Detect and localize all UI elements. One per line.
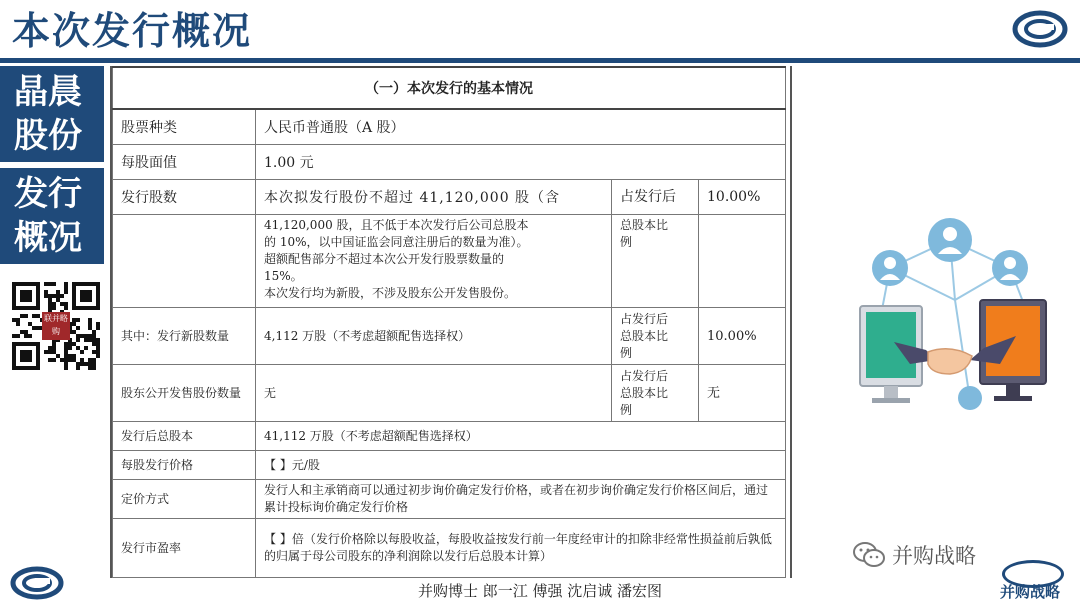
company-name-box	[0, 66, 104, 162]
row-new-shares-pct: 10.00%	[699, 308, 786, 365]
shares-note-line: 的 10%，以中国证监会同意注册后的数量为准）。	[264, 235, 529, 249]
qr-code	[12, 282, 100, 374]
row-new-shares-value: 4,112 万股（不考虑超额配售选择权）	[256, 308, 612, 365]
shares-note-line: 超额配售部分不超过本次公开发行股票数量的	[264, 252, 505, 266]
company-name-line1: 晶晨	[14, 72, 82, 112]
company-logo-icon	[1012, 10, 1068, 48]
row-shares-cont-ratio	[612, 215, 699, 308]
row-shares-cont-label	[113, 215, 256, 308]
row-shares-ratio-label: 占发行后	[612, 180, 699, 215]
brand-text: 并购战略	[999, 583, 1060, 601]
row-pricing-method-value: 发行人和主承销商可以通过初步询价确定发行价格，或者在初步询价确定发行价格区间后，通过累计投标询价确定发行价格	[256, 480, 786, 519]
section-name-line2: 概况	[14, 218, 82, 258]
page-title: 本次发行概况	[12, 9, 253, 53]
issuance-table	[112, 66, 786, 578]
row-total-shares-value: 41,112 万股（不考虑超额配售选择权）	[256, 422, 786, 451]
row-pricing-method-label: 定价方式	[113, 480, 256, 519]
ratio-line: 总股本比	[620, 218, 669, 232]
ratio-line: 总股本比	[620, 328, 669, 343]
row-par-value-label: 每股面值	[113, 145, 256, 180]
row-stock-type-value: 人民币普通股（A 股）	[256, 109, 786, 145]
footer-authors: 并购博士 郎一江 傅强 沈启诚 潘宏图	[417, 582, 663, 600]
row-price-label: 每股发行价格	[113, 451, 256, 480]
user-icon	[958, 386, 982, 410]
row-pe-ratio-value: 【 】倍（发行价格除以每股收益，每股收益按发行前一年度经审计的扣除非经常性损益前后孰低的归属于母公司股东的净利润除以发行后总股本计算）	[256, 519, 786, 578]
row-shares-label: 发行股数	[113, 180, 256, 215]
section-name-line1: 发行	[14, 174, 82, 214]
row-shares-value: 本次拟发行股份不超过 41,120,000 股（含	[256, 180, 612, 215]
row-new-shares-ratio	[612, 308, 699, 365]
row-new-shares-label: 其中：发行新股数量	[113, 308, 256, 365]
ratio-line: 例	[620, 345, 633, 360]
handshake-illustration	[850, 210, 1060, 410]
ratio-line: 例	[620, 402, 633, 417]
ratio-line: 例	[620, 235, 633, 249]
row-par-value-value: 1.00 元	[256, 145, 786, 180]
qr-badge: 联并略购	[42, 312, 70, 340]
row-shares-cont-value	[256, 215, 612, 308]
row-pe-ratio-label: 发行市盈率	[113, 519, 256, 578]
row-price-value: 【 】元/股	[256, 451, 786, 480]
row-shareholder-sale-ratio	[612, 365, 699, 422]
row-shares-cont-pct	[699, 215, 786, 308]
row-shareholder-sale-value: 无	[256, 365, 612, 422]
wechat-icon	[852, 540, 886, 570]
row-shareholder-sale-pct: 无	[699, 365, 786, 422]
title-divider	[0, 58, 1080, 63]
shares-note-line: 本次发行均为新股，不涉及股东公开发售股份。	[264, 286, 517, 300]
row-stock-type-label: 股票种类	[113, 109, 256, 145]
wechat-account-name: 并购战略	[892, 544, 976, 568]
shares-note-line: 15%。	[264, 269, 303, 283]
table-heading: （一）本次发行的基本情况	[113, 67, 786, 109]
section-name-box	[0, 168, 104, 264]
shares-note-line: 41,120,000 股，且不低于本次发行后公司总股本	[264, 218, 529, 232]
row-total-shares-label: 发行后总股本	[113, 422, 256, 451]
issuance-table-container	[110, 66, 792, 578]
row-shares-ratio-value: 10.00%	[699, 180, 786, 215]
ratio-line: 占发行后	[620, 311, 669, 326]
company-name-line2: 股份	[14, 116, 82, 156]
row-shareholder-sale-label: 股东公开发售股份数量	[113, 365, 256, 422]
ratio-line: 占发行后	[620, 368, 669, 383]
ratio-line: 总股本比	[620, 385, 669, 400]
